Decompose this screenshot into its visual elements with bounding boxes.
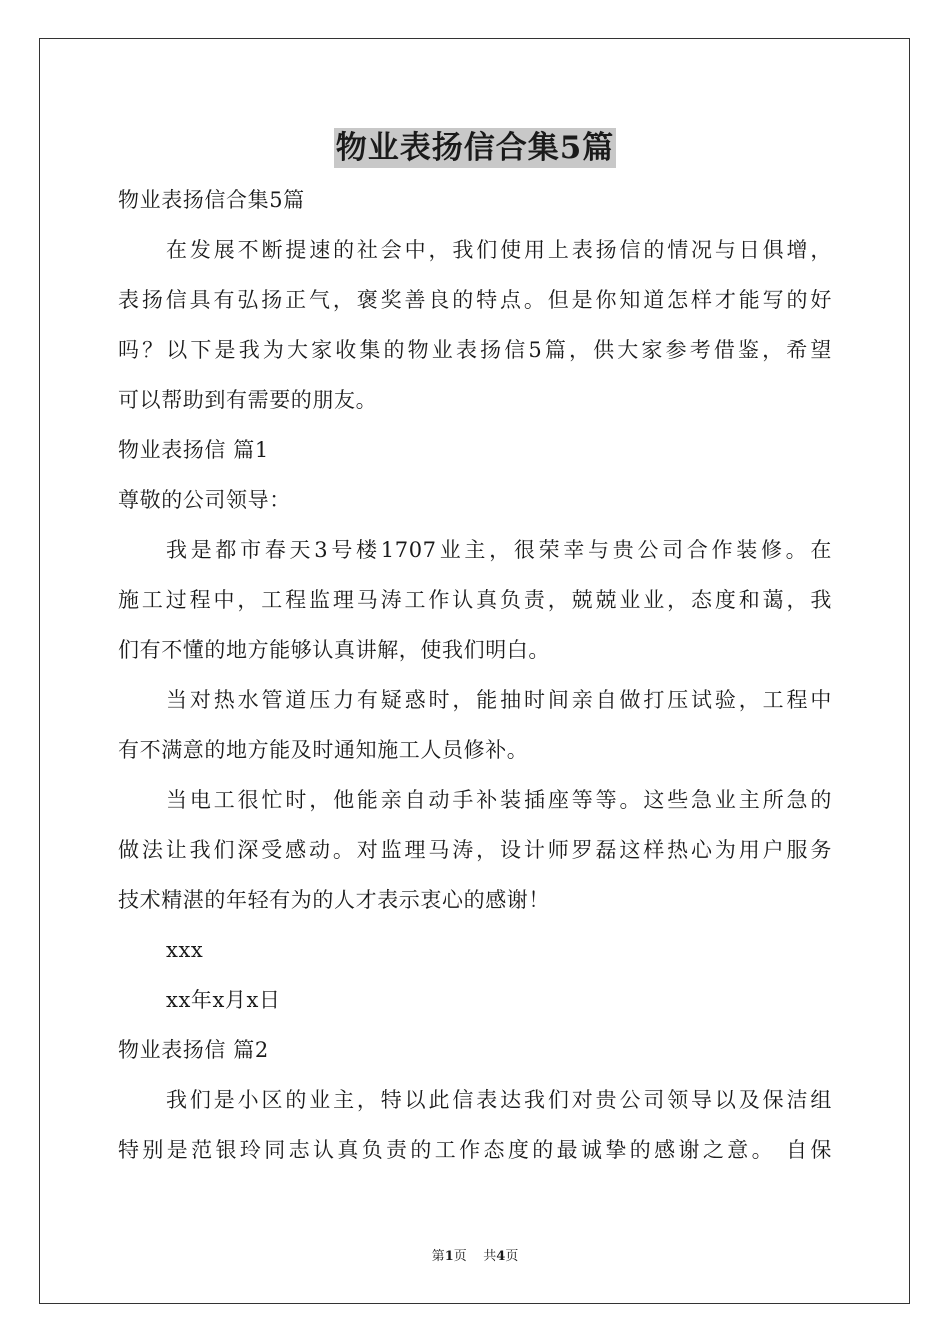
footer-suffix: 页 <box>505 1249 519 1264</box>
letter1-para3-line: 技术精湛的年轻有为的人才表示衷心的感谢！ <box>118 888 550 912</box>
intro-line: 在发展不断提速的社会中，我们使用上表扬信的情况与日俱增， <box>166 238 832 262</box>
letter2-heading: 物业表扬信 篇2 <box>118 1038 269 1062</box>
footer-page-total: 4 <box>496 1249 506 1264</box>
letter1-para2-line: 有不满意的地方能及时通知施工人员修补。 <box>118 738 529 762</box>
letter1-heading: 物业表扬信 篇1 <box>118 438 269 462</box>
letter1-salutation: 尊敬的公司领导： <box>118 488 291 512</box>
letter1-date: xx年x月x日 <box>166 988 281 1012</box>
letter1-para1-line: 们有不懂的地方能够认真讲解，使我们明白。 <box>118 638 550 662</box>
letter2-para1-line: 我们是小区的业主，特以此信表达我们对贵公司领导以及保洁组 <box>166 1088 832 1112</box>
intro-line: 可以帮助到有需要的朋友。 <box>118 388 378 412</box>
footer-prefix: 第 <box>431 1249 445 1264</box>
intro-line: 表扬信具有弘扬正气，褒奖善良的特点。但是你知道怎样才能写的好 <box>118 288 832 312</box>
page-border <box>39 38 910 1304</box>
title-container <box>0 128 950 168</box>
letter1-para3-line: 做法让我们深受感动。对监理马涛，设计师罗磊这样热心为用户服务 <box>118 838 832 862</box>
letter1-para3-line: 当电工很忙时，他能亲自动手补装插座等等。这些急业主所急的 <box>166 788 832 812</box>
intro-line: 吗？以下是我为大家收集的物业表扬信5篇，供大家参考借鉴，希望 <box>118 338 832 362</box>
document-subtitle: 物业表扬信合集5篇 <box>118 188 305 212</box>
footer-page-current: 1 <box>444 1249 454 1264</box>
footer-mid: 页 共 <box>453 1249 497 1264</box>
document-title: 物业表扬信合集5篇 <box>335 130 615 166</box>
page-footer <box>0 1249 950 1265</box>
letter1-para1-line: 施工过程中，工程监理马涛工作认真负责，兢兢业业，态度和蔼，我 <box>118 588 832 612</box>
letter1-para1-line: 我是都市春天3号楼1707业主，很荣幸与贵公司合作装修。在 <box>166 538 832 562</box>
letter1-para2-line: 当对热水管道压力有疑惑时，能抽时间亲自做打压试验，工程中 <box>166 688 832 712</box>
letter2-para1-line: 特别是范银玲同志认真负责的工作态度的最诚挚的感谢之意。 自保 <box>118 1138 832 1162</box>
letter1-signature: xxx <box>166 938 204 962</box>
